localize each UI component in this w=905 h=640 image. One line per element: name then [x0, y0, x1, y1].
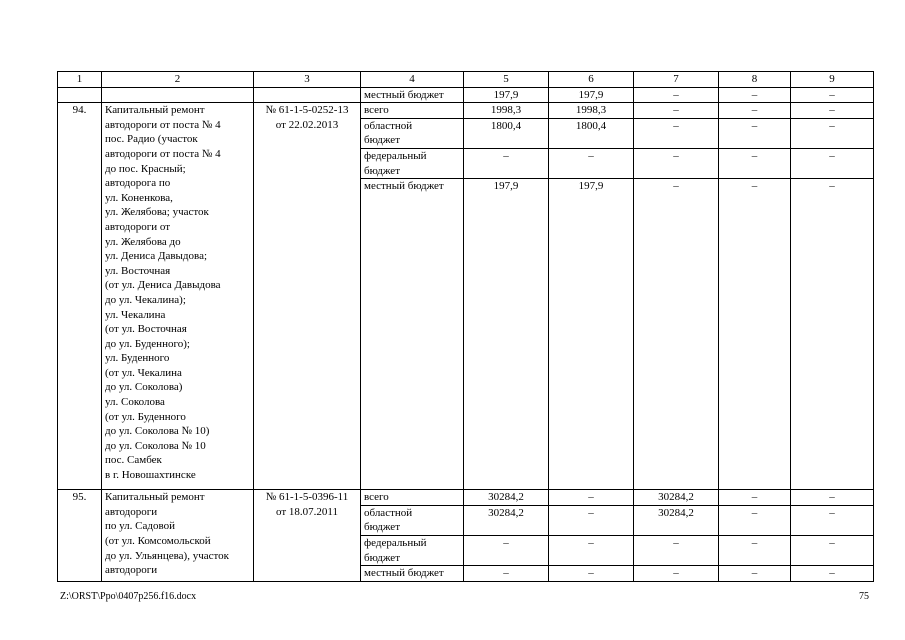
value-col9: –	[791, 87, 874, 103]
budget-table	[57, 71, 874, 582]
col-header-1: 1	[58, 72, 102, 88]
col-header-9: 9	[791, 72, 874, 88]
value-col6: 197,9	[549, 179, 634, 490]
item-94-row-total	[58, 103, 874, 119]
item-95-row-total	[58, 490, 874, 506]
value-col9: –	[791, 103, 874, 119]
value-col6: –	[549, 490, 634, 506]
funding-type: местный бюджет	[361, 566, 464, 582]
col-header-3: 3	[254, 72, 361, 88]
funding-type: всего	[361, 103, 464, 119]
value-col9: –	[791, 505, 874, 535]
value-col7: –	[634, 535, 719, 565]
funding-type: областной бюджет	[361, 118, 464, 148]
funding-type: местный бюджет	[361, 87, 464, 103]
value-col9: –	[791, 118, 874, 148]
value-col5: –	[464, 148, 549, 178]
col-header-5: 5	[464, 72, 549, 88]
funding-type: всего	[361, 490, 464, 506]
value-col5: 1800,4	[464, 118, 549, 148]
value-col9: –	[791, 490, 874, 506]
funding-type: федеральный бюджет	[361, 535, 464, 565]
item-description: Капитальный ремонт автодороги от поста № 4 пос. Радио (участок автодороги от поста № 4 до пос. Красный; автодорога по ул. Коненкова, ул. Желябова; участок автодороги от ул. Желябова до ул. Дениса Давыдова; ул. Восточная (от ул. Дениса Давыдова до ул. Чекалина); ул. Чекалина (от ул. Восточная до ул. Буденного); ул. Буденного (от ул. Чекалина до ул. Соколова) ул. Соколова (от ул. Буденного до ул. Соколова № 10) до ул. Соколова № 10 пос. Самбек в г. Новошахтинске	[102, 103, 254, 490]
value-col5: 197,9	[464, 87, 549, 103]
value-col9: –	[791, 148, 874, 178]
value-col9: –	[791, 566, 874, 582]
value-col8: –	[719, 148, 791, 178]
value-col8: –	[719, 566, 791, 582]
value-col6: 1998,3	[549, 103, 634, 119]
value-col5: –	[464, 535, 549, 565]
value-col6: 197,9	[549, 87, 634, 103]
header-row	[58, 72, 874, 88]
empty-cell	[102, 87, 254, 103]
value-col8: –	[719, 118, 791, 148]
value-col7: –	[634, 103, 719, 119]
item-number: 94.	[58, 103, 102, 490]
value-col8: –	[719, 490, 791, 506]
value-col5: 1998,3	[464, 103, 549, 119]
value-col6: –	[549, 148, 634, 178]
value-col8: –	[719, 103, 791, 119]
value-col7: –	[634, 118, 719, 148]
value-col6: –	[549, 535, 634, 565]
value-col5: 30284,2	[464, 505, 549, 535]
funding-type: местный бюджет	[361, 179, 464, 490]
value-col7: –	[634, 179, 719, 490]
item-document: № 61-1-5-0252-13 от 22.02.2013	[254, 103, 361, 490]
col-header-6: 6	[549, 72, 634, 88]
funding-type: федеральный бюджет	[361, 148, 464, 178]
value-col7: –	[634, 148, 719, 178]
value-col7: 30284,2	[634, 490, 719, 506]
footer-file-path: Z:\ORST\Ppo\0407p256.f16.docx	[60, 591, 197, 602]
empty-cell	[254, 87, 361, 103]
value-col8: –	[719, 535, 791, 565]
value-col6: –	[549, 505, 634, 535]
value-col8: –	[719, 179, 791, 490]
col-header-4: 4	[361, 72, 464, 88]
continued-row	[58, 87, 874, 103]
value-col5: –	[464, 566, 549, 582]
value-col8: –	[719, 505, 791, 535]
value-col6: 1800,4	[549, 118, 634, 148]
value-col9: –	[791, 179, 874, 490]
funding-type: областной бюджет	[361, 505, 464, 535]
value-col5: 197,9	[464, 179, 549, 490]
empty-cell	[58, 87, 102, 103]
value-col6: –	[549, 566, 634, 582]
page-number: 75	[859, 591, 869, 602]
value-col7: –	[634, 87, 719, 103]
col-header-8: 8	[719, 72, 791, 88]
value-col9: –	[791, 535, 874, 565]
value-col8: –	[719, 87, 791, 103]
item-document: № 61-1-5-0396-11 от 18.07.2011	[254, 490, 361, 582]
value-col5: 30284,2	[464, 490, 549, 506]
col-header-2: 2	[102, 72, 254, 88]
item-description: Капитальный ремонт автодороги по ул. Садовой (от ул. Комсомольской до ул. Ульянцева), участок автодороги	[102, 490, 254, 582]
item-number: 95.	[58, 490, 102, 582]
col-header-7: 7	[634, 72, 719, 88]
value-col7: –	[634, 566, 719, 582]
value-col7: 30284,2	[634, 505, 719, 535]
